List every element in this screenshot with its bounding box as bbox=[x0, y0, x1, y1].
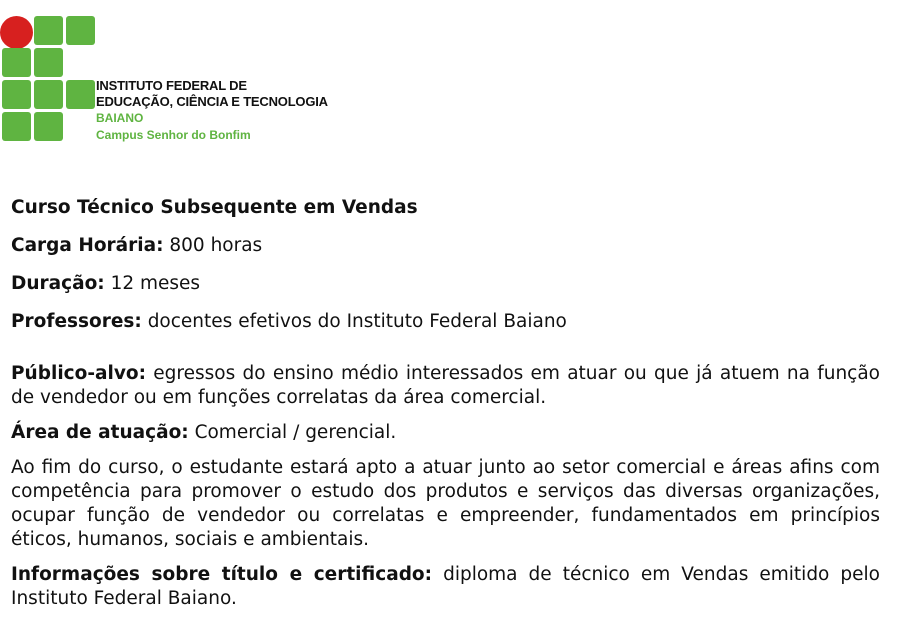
logo-line-3: BAIANO bbox=[96, 111, 144, 125]
area-row bbox=[11, 421, 880, 445]
audience-paragraph bbox=[11, 362, 880, 410]
logo-square bbox=[34, 80, 63, 109]
course-info bbox=[11, 196, 880, 611]
logo-grid-icon bbox=[0, 14, 100, 144]
logo-square bbox=[2, 48, 31, 77]
workload-label: Carga Horária: bbox=[11, 235, 164, 256]
logo-square bbox=[66, 80, 95, 109]
audience-value: egressos do ensino médio interessados em atuar ou que já atuem na função de vendedor ou em funções correlatas da área comercial. bbox=[11, 363, 880, 408]
logo-text bbox=[96, 78, 328, 143]
logo-line-1: INSTITUTO FEDERAL DE bbox=[96, 78, 247, 93]
teachers-label: Professores: bbox=[11, 311, 142, 332]
logo-square bbox=[34, 48, 63, 77]
logo-square bbox=[2, 80, 31, 109]
logo-line-2: EDUCAÇÃO, CIÊNCIA E TECNOLOGIA bbox=[96, 94, 328, 109]
audience-label: Público-alvo: bbox=[11, 363, 147, 384]
teachers-row bbox=[11, 310, 880, 334]
institution-logo bbox=[0, 14, 340, 144]
description-paragraph: Ao fim do curso, o estudante estará apto a atuar junto ao setor comercial e áreas afins com competência para promover o estudo dos produtos e serviços das diversas organizações, ocupar função de vendedor ou correlatas e empreender, fundamentados em princípios éticos, humanos, sociais e ambientais. bbox=[11, 457, 880, 550]
workload-value: 800 horas bbox=[163, 235, 263, 256]
duration-value: 12 meses bbox=[104, 273, 201, 294]
workload-row bbox=[11, 234, 880, 258]
certificate-value: diploma de técnico em Vendas emitido pelo Instituto Federal Baiano. bbox=[11, 564, 880, 609]
area-label: Área de atuação: bbox=[11, 422, 189, 443]
course-title: Curso Técnico Subsequente em Vendas bbox=[11, 197, 418, 218]
duration-row bbox=[11, 272, 880, 296]
duration-label: Duração: bbox=[11, 273, 105, 294]
certificate-paragraph bbox=[11, 563, 880, 611]
logo-square bbox=[34, 112, 63, 141]
logo-red-circle bbox=[0, 16, 33, 49]
area-value: Comercial / gerencial. bbox=[188, 422, 397, 443]
certificate-label: Informações sobre título e certificado: bbox=[11, 564, 433, 585]
logo-square bbox=[2, 112, 31, 141]
logo-square bbox=[66, 16, 95, 45]
teachers-value: docentes efetivos do Instituto Federal Baiano bbox=[141, 311, 567, 332]
logo-square bbox=[34, 16, 63, 45]
logo-line-4: Campus Senhor do Bonfim bbox=[96, 128, 251, 142]
